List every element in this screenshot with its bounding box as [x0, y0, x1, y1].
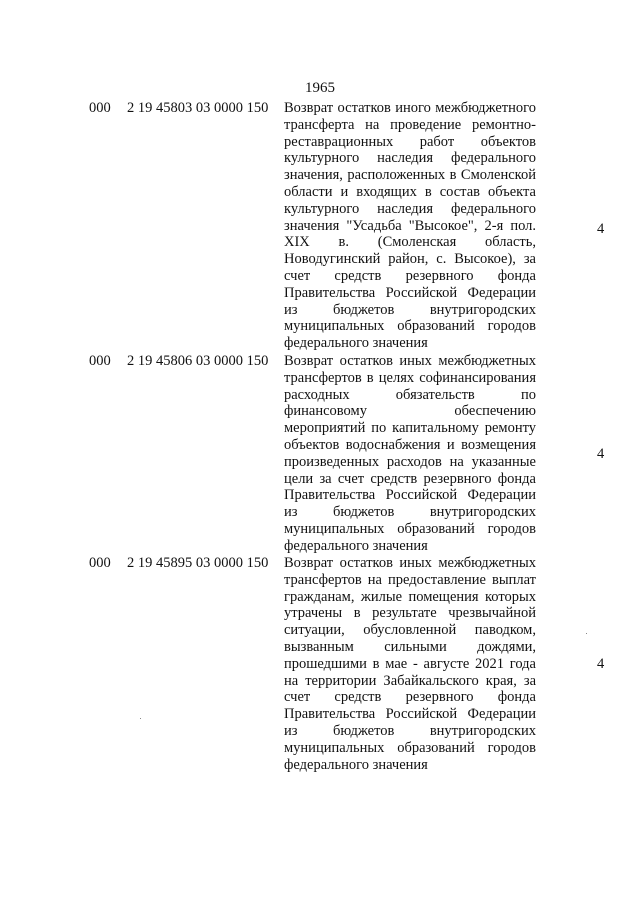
distribution-norm: 4: [597, 656, 605, 672]
distribution-norm: 4: [597, 221, 605, 237]
income-description: Возврат остатков иных межбюджетных трансфертов на предоставление выплат гражданам, жилые помещения которых утрачены в результате чрезвычайной ситуации, обусловленной паводком, вызванным сильными дождями, прошедшими в мае - августе 2021 года на территории Забайкальского края, за счет средств резервного фонда Правительства Российской Федерации из бюджетов внутригородских муниципальных образований городов федерального значения: [284, 555, 536, 773]
admin-code: 000: [89, 100, 111, 116]
admin-code: 000: [89, 353, 111, 369]
budget-classification-code: 2 19 45803 03 0000 150: [127, 100, 269, 116]
scan-speck: [586, 633, 587, 634]
budget-classification-code: 2 19 45806 03 0000 150: [127, 353, 269, 369]
income-description: Возврат остатков иного межбюджетного трансферта на проведение ремонтно-реставрационных работ объектов культурного наследия федерального значения, расположенных в Смоленской области и входящих в состав объекта культурного наследия федерального значения "Усадьба "Высокое", 2-я пол. XIX в. (Смоленская область, Новодугинский район, с. Высокое), за счет средств резервного фонда Правительства Российской Федерации из бюджетов внутригородских муниципальных образований городов федерального значения: [284, 100, 536, 352]
page-number: 1965: [305, 80, 335, 96]
distribution-norm: 4: [597, 446, 605, 462]
budget-classification-code: 2 19 45895 03 0000 150: [127, 555, 269, 571]
scan-speck: [140, 718, 141, 719]
income-description: Возврат остатков иных межбюджетных трансфертов в целях софинансирования расходных обязательств по финансовому обеспечению мероприятий по капитальному ремонту объектов водоснабжения и возмещения произведенных расходов на указанные цели за счет средств резервного фонда Правительства Российской Федерации из бюджетов внутригородских муниципальных образований городов федерального значения: [284, 353, 536, 554]
admin-code: 000: [89, 555, 111, 571]
